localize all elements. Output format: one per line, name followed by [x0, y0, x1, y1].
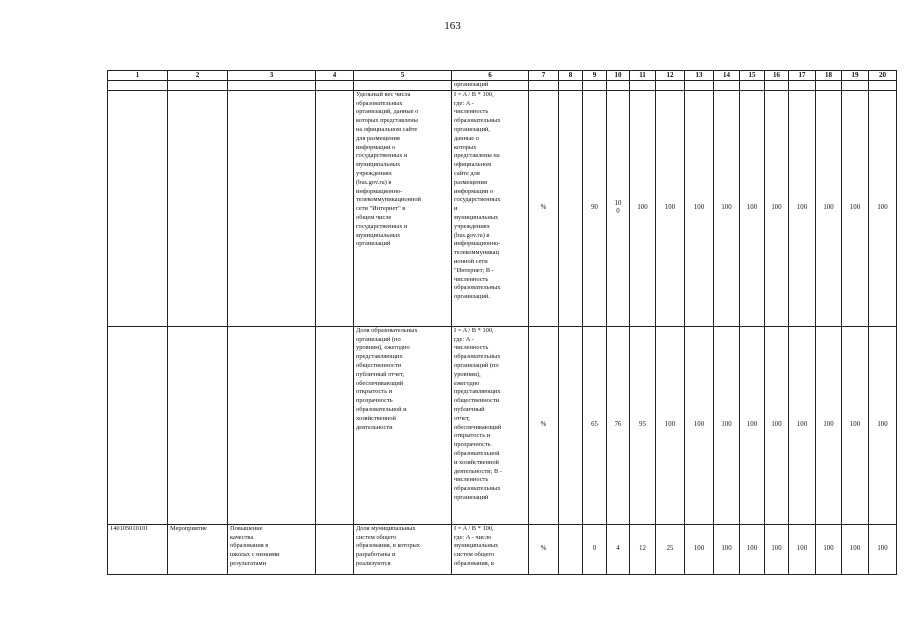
indicator-cell: Доля муниципальных систем общего образования, в которых разработаны и реализуются: [354, 524, 452, 574]
col4-cell: [316, 81, 354, 91]
indicators-table: [107, 70, 897, 575]
unit-cell: [529, 81, 559, 91]
name-cell: Повышение качества образования в школах с низкими результатами: [228, 524, 316, 574]
type-cell: [168, 81, 228, 91]
table-row: [108, 90, 897, 326]
table-row: [108, 524, 897, 574]
header-cell: 11: [630, 71, 656, 81]
header-cell: 8: [559, 71, 583, 81]
code-cell: [108, 81, 168, 91]
value-cell: 100: [656, 326, 685, 524]
value-cell: 100: [765, 524, 789, 574]
value-cell: 100: [789, 524, 816, 574]
col8-cell: [559, 524, 583, 574]
value-cell: 100: [714, 326, 740, 524]
formula-cell: I = A / B * 100, где: A - численность образовательных организаций (по уровням), ежегодно представляющих общественности публичный отчет, обеспечивающий открытость и прозрачность образовательной и хозяйственной деятельности; В - численность образовательных организаций: [452, 326, 529, 524]
value-cell: 100: [765, 326, 789, 524]
header-cell: 3: [228, 71, 316, 81]
value-cell: 100: [842, 326, 869, 524]
col8-cell: [559, 81, 583, 91]
col4-cell: [316, 524, 354, 574]
header-cell: 16: [765, 71, 789, 81]
value-cell: 76: [607, 326, 630, 524]
value-cell: [656, 81, 685, 91]
col8-cell: [559, 90, 583, 326]
header-cell: 6: [452, 71, 529, 81]
header-cell: 12: [656, 71, 685, 81]
value-cell: 100: [765, 90, 789, 326]
unit-cell: %: [529, 524, 559, 574]
value-cell: 100: [869, 326, 897, 524]
value-cell: 100: [869, 524, 897, 574]
value-cell: [583, 81, 607, 91]
table-header-row: [108, 71, 897, 81]
value-cell: 100: [740, 90, 765, 326]
value-cell: [816, 81, 842, 91]
value-cell: 100: [714, 524, 740, 574]
value-cell: 100: [816, 524, 842, 574]
header-cell: 17: [789, 71, 816, 81]
header-cell: 5: [354, 71, 452, 81]
indicator-cell: Удельный вес числа образовательных организаций, данные о которых представлены на официальном сайте для размещения информации о государственных и муниципальных учреждениях (bus.gov.ru) в информационно- телекоммуникационной сети "Интернет" в общем числе государственных и муниципальных организаций: [354, 90, 452, 326]
col4-cell: [316, 326, 354, 524]
code-cell: [108, 90, 168, 326]
header-cell: 9: [583, 71, 607, 81]
value-cell: 100: [842, 90, 869, 326]
value-cell: 100: [630, 90, 656, 326]
value-cell: 100: [842, 524, 869, 574]
header-cell: 18: [816, 71, 842, 81]
value-cell: 95: [630, 326, 656, 524]
value-cell: 100: [789, 90, 816, 326]
value-cell: 25: [656, 524, 685, 574]
value-cell: 100: [816, 326, 842, 524]
header-cell: 1: [108, 71, 168, 81]
header-cell: 7: [529, 71, 559, 81]
value-cell: [789, 81, 816, 91]
header-cell: 4: [316, 71, 354, 81]
formula-cell: организаций: [452, 81, 529, 91]
header-cell: 2: [168, 71, 228, 81]
indicator-cell: [354, 81, 452, 91]
type-cell: Мероприятие: [168, 524, 228, 574]
name-cell: [228, 81, 316, 91]
value-cell: 100: [685, 326, 714, 524]
name-cell: [228, 90, 316, 326]
unit-cell: %: [529, 326, 559, 524]
value-cell: 90: [583, 90, 607, 326]
value-cell: 100: [714, 90, 740, 326]
value-cell: 10 0: [607, 90, 630, 326]
page-number: 163: [444, 20, 461, 32]
code-cell: [108, 326, 168, 524]
header-cell: 15: [740, 71, 765, 81]
value-cell: 0: [583, 524, 607, 574]
value-cell: [685, 81, 714, 91]
col4-cell: [316, 90, 354, 326]
value-cell: [740, 81, 765, 91]
unit-cell: %: [529, 90, 559, 326]
indicator-cell: Доля образовательных организаций (по уровням), ежегодно представляющих общественности публичный отчет, обеспечивающий открытость и прозрачность образовательной и хозяйственной деятельности: [354, 326, 452, 524]
value-cell: [765, 81, 789, 91]
value-cell: 100: [685, 90, 714, 326]
formula-cell: I = A / B * 100, где: A - численность образовательных организаций, данные о которых представлены на официальном сайте для размещения информации о государственных и муниципальных учреждениях (bus.gov.ru) в информационно- телекоммуникац ионной сети "Интернет; В - численность образовательных организаций.: [452, 90, 529, 326]
value-cell: 100: [740, 524, 765, 574]
value-cell: [869, 81, 897, 91]
value-cell: [842, 81, 869, 91]
header-cell: 10: [607, 71, 630, 81]
table-row: [108, 81, 897, 91]
value-cell: [714, 81, 740, 91]
header-cell: 14: [714, 71, 740, 81]
value-cell: [607, 81, 630, 91]
col8-cell: [559, 326, 583, 524]
header-cell: 19: [842, 71, 869, 81]
table-row: [108, 326, 897, 524]
value-cell: 100: [789, 326, 816, 524]
header-cell: 20: [869, 71, 897, 81]
value-cell: 4: [607, 524, 630, 574]
value-cell: 100: [740, 326, 765, 524]
value-cell: [630, 81, 656, 91]
name-cell: [228, 326, 316, 524]
value-cell: 100: [656, 90, 685, 326]
value-cell: 100: [816, 90, 842, 326]
header-cell: 13: [685, 71, 714, 81]
value-cell: 100: [685, 524, 714, 574]
formula-cell: I = A / B * 100, где: A - число муниципальных систем общего образования, в: [452, 524, 529, 574]
type-cell: [168, 326, 228, 524]
type-cell: [168, 90, 228, 326]
code-cell: 140105010101: [108, 524, 168, 574]
value-cell: 100: [869, 90, 897, 326]
value-cell: 65: [583, 326, 607, 524]
value-cell: 12: [630, 524, 656, 574]
